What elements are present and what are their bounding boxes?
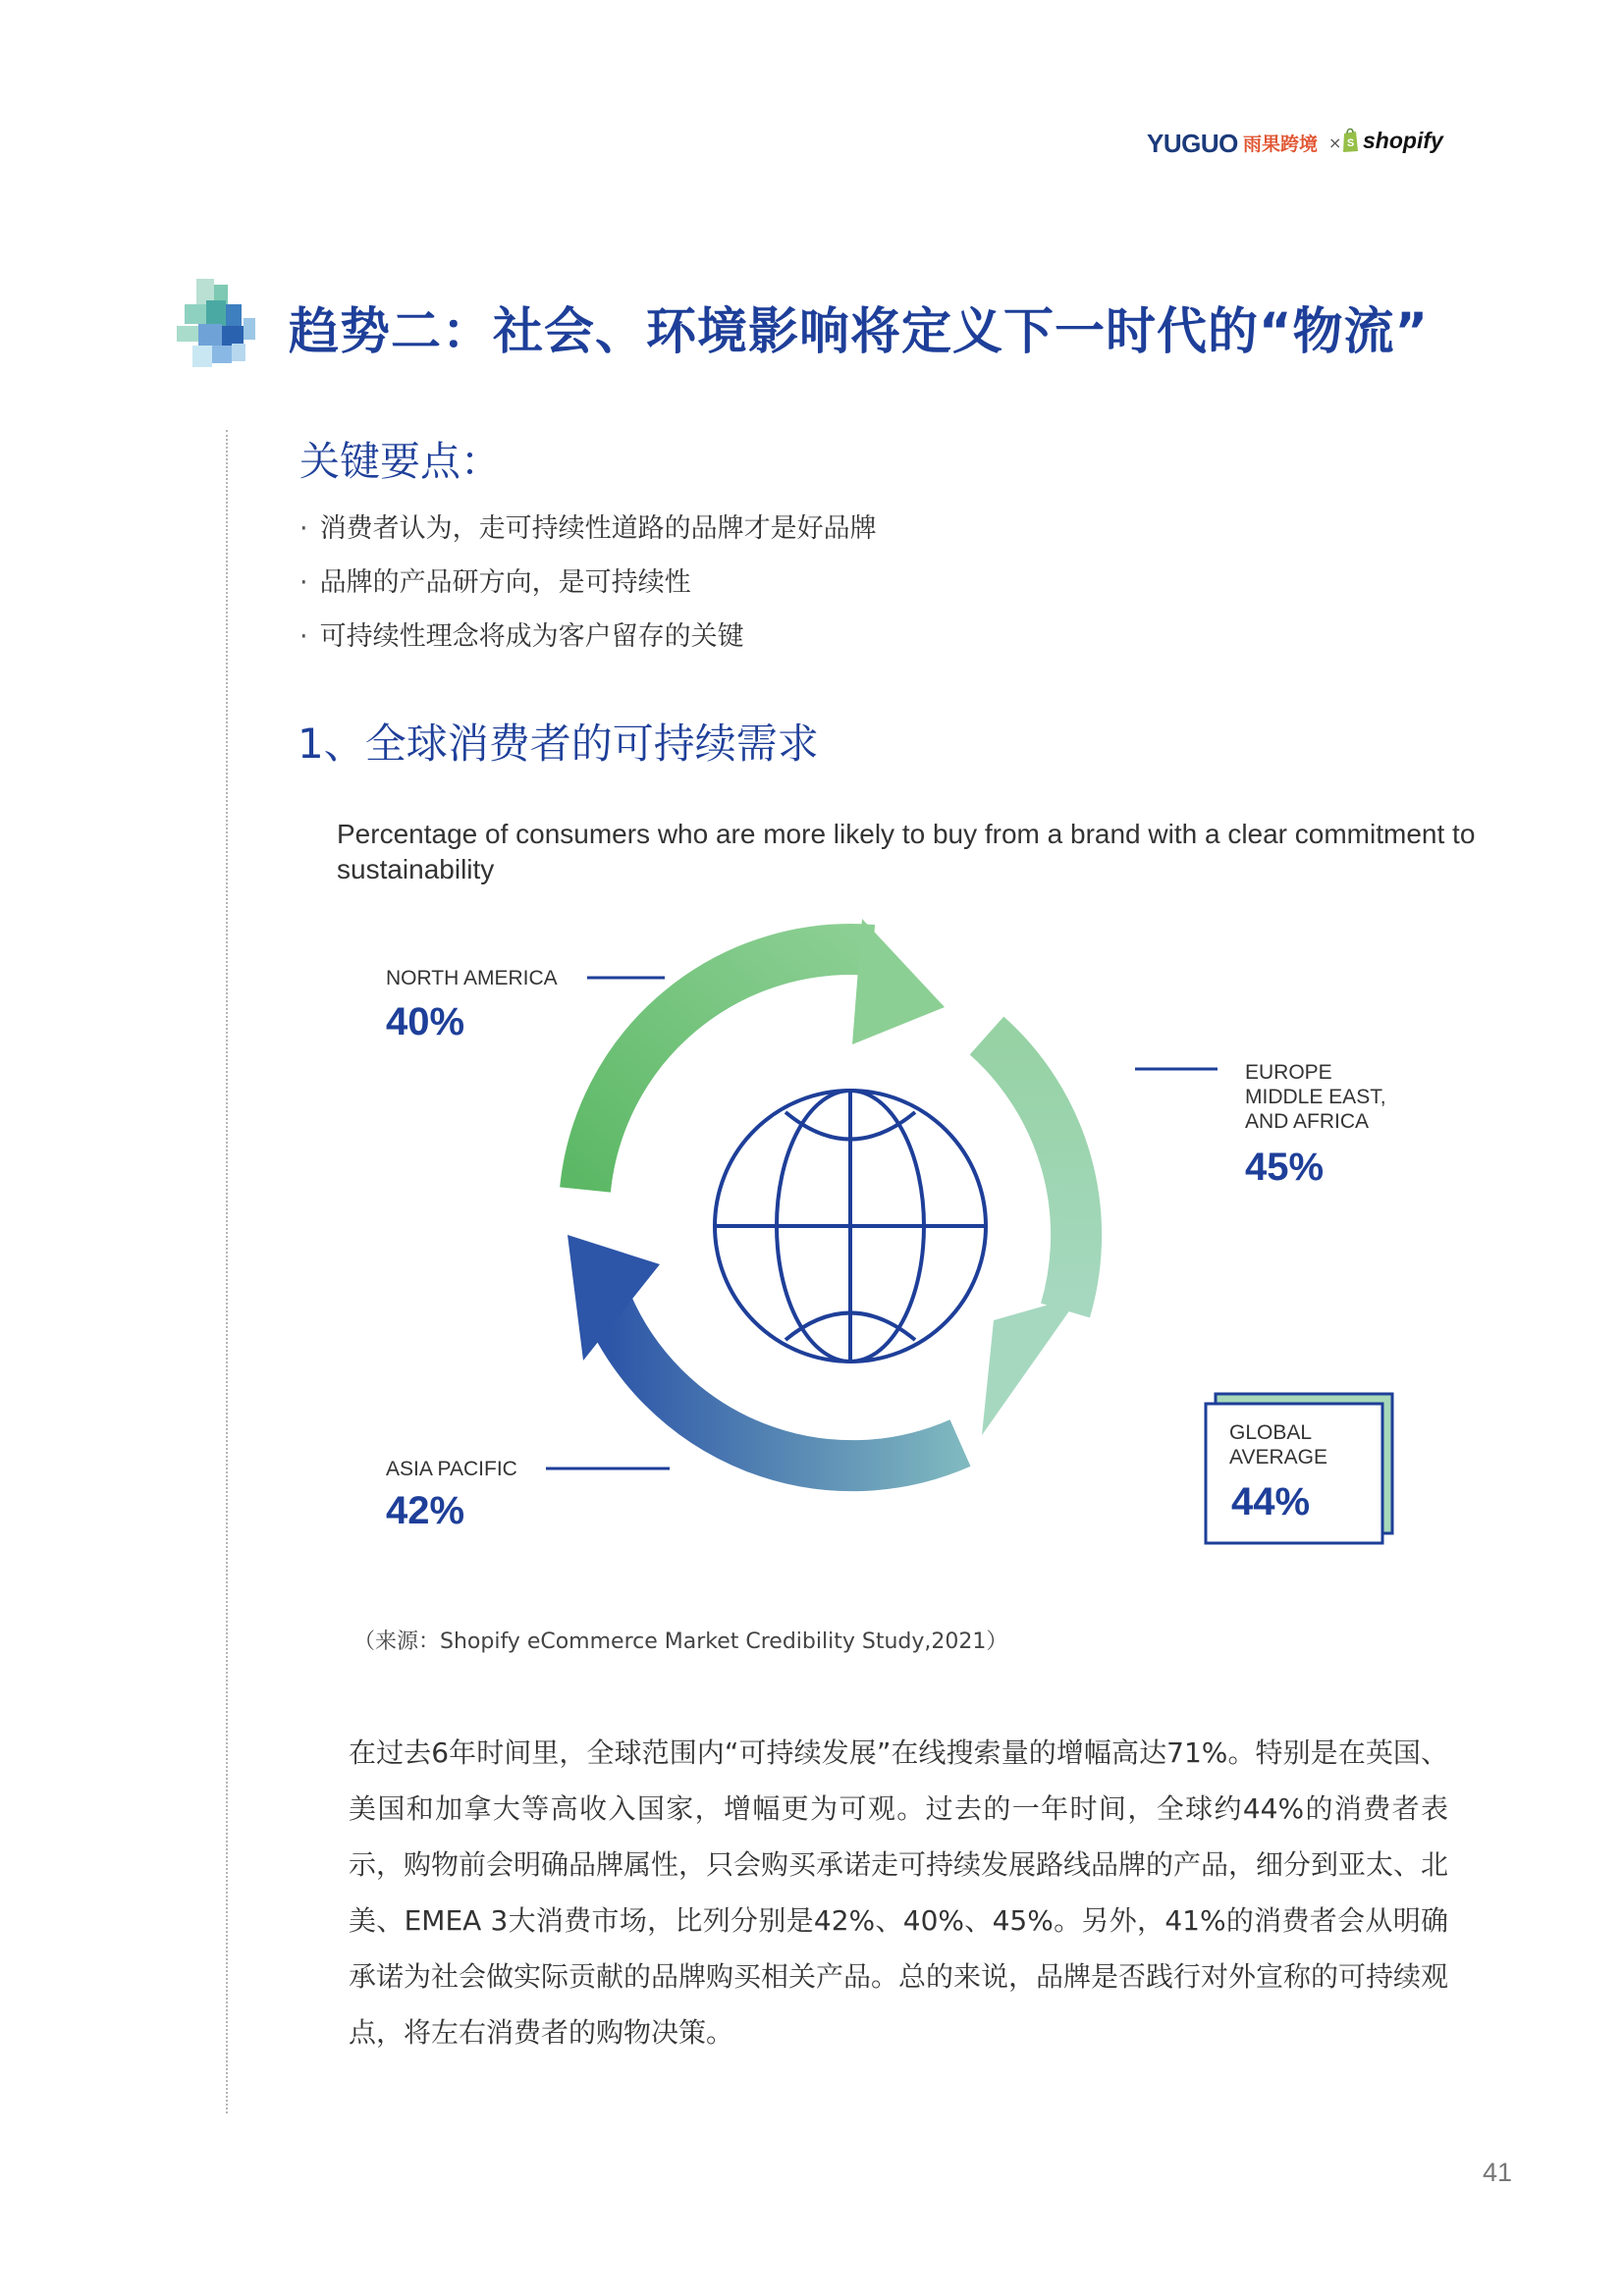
key-point-text: 可持续性理念将成为客户留存的关键 [319, 621, 744, 652]
section-heading: 1、全球消费者的可持续需求 [298, 720, 819, 768]
body-paragraph: 在过去6年时间里，全球范围内“可持续发展”在线搜索量的增幅高达71%。特别是在英国、美国和加拿大等高收入国家，增幅更为可观。过去的一年时间，全球约44%的消费者表示，购物前会明确品牌属性，只会购买承诺走可持续发展路线品牌的产品，细分到亚太、北美、EMEA 3大消费市场，比列分别是42%、40%、45%。另外，41%的消费者会从明确承诺为社会做实际贡献的品牌购买相关产品。总的来说，品牌是否践行对外宣称的可持续观点，将左右消费者的购物决策。 [349, 1736, 1449, 2049]
key-point-text: 品牌的产品研方向，是可持续性 [319, 567, 691, 598]
bullet-dot: · [299, 621, 308, 652]
logo-separator: × [1328, 133, 1342, 152]
shopify-logo: shopify [1363, 128, 1443, 153]
emea-name-line2: MIDDLE EAST, [1245, 1086, 1386, 1108]
globe-icon [715, 1091, 986, 1362]
emea-value: 45% [1245, 1146, 1325, 1189]
yuguo-logo-cn: 雨果跨境 [1243, 133, 1319, 155]
global-average-name-line1: GLOBAL [1229, 1421, 1313, 1444]
page-title: 趋势二：社会、环境影响将定义下一时代的“物流” [289, 303, 1430, 361]
global-average-value: 44% [1231, 1480, 1311, 1523]
arc-arrow-right [982, 1036, 1080, 1435]
page-number: 41 [1483, 2158, 1513, 2187]
svg-text:S: S [1346, 137, 1355, 149]
asia-pacific-value: 42% [386, 1489, 465, 1532]
emea-name-line3: AND AFRICA [1245, 1110, 1370, 1133]
asia-pacific-name: ASIA PACIFIC [386, 1458, 517, 1480]
source-note: （来源：Shopify eCommerce Market Credibility Study,2021） [353, 1629, 1008, 1654]
emea-name-line1: EUROPE [1245, 1061, 1332, 1084]
key-point-text: 消费者认为，走可持续性道路的品牌才是好品牌 [319, 513, 877, 544]
chart-title: Percentage of consumers who are more likely to buy from a brand with a clear commitment to sustainability [337, 819, 1476, 884]
arc-arrow-top [585, 919, 945, 1190]
bullet-dot: · [299, 567, 308, 598]
bullet-dot: · [299, 513, 308, 544]
yuguo-logo: YUGUO [1147, 129, 1238, 158]
north-america-value: 40% [386, 1000, 465, 1043]
north-america-name: NORTH AMERICA [386, 967, 558, 989]
global-average-name-line2: AVERAGE [1229, 1446, 1327, 1468]
key-points-heading: 关键要点： [299, 438, 501, 485]
